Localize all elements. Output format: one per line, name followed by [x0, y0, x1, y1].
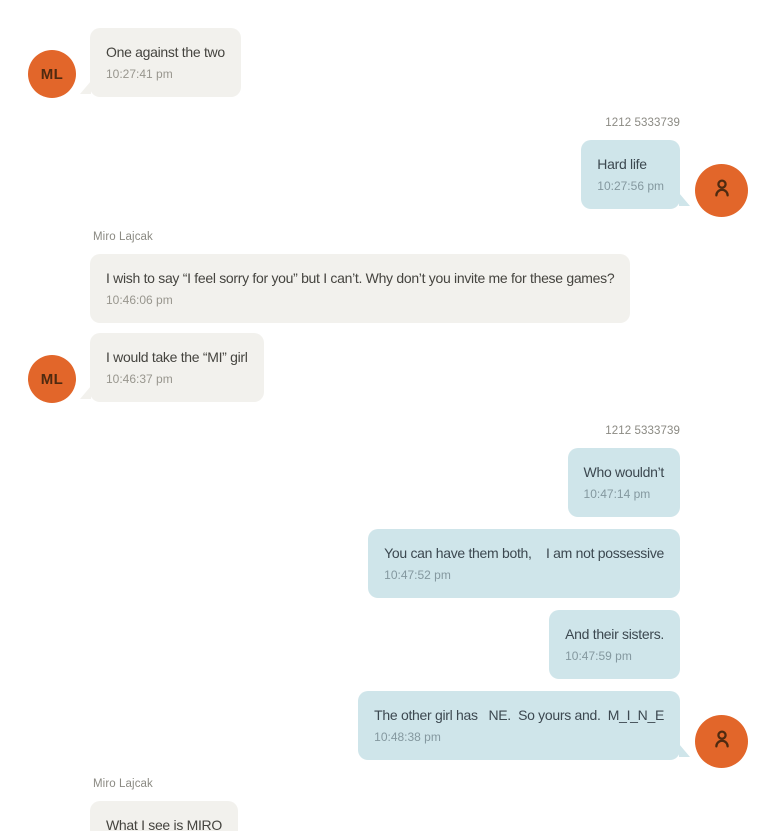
message-bubble	[90, 28, 241, 97]
message-bubble	[90, 254, 630, 323]
avatar[interactable]	[28, 355, 76, 403]
message-bubble	[90, 333, 264, 402]
avatar-initials: ML	[40, 65, 64, 83]
message-group	[0, 778, 760, 831]
avatar[interactable]	[695, 715, 748, 768]
message-text: You can have them both, I am not possessive	[384, 545, 664, 561]
message-bubble	[549, 610, 680, 679]
message-group	[0, 28, 760, 97]
message-group	[0, 425, 760, 760]
message-bubble	[90, 801, 238, 831]
message-group	[0, 117, 760, 209]
message-text: What I see is MIRO	[106, 817, 222, 831]
sender-name-label: Miro Lajcak	[93, 231, 153, 243]
message-bubble	[568, 448, 680, 517]
person-icon	[709, 726, 735, 757]
message-timestamp: 10:48:38 pm	[374, 730, 441, 744]
message-bubble	[581, 140, 680, 209]
message-bubble	[368, 529, 680, 598]
message-text: Who wouldn’t	[583, 464, 664, 480]
message-timestamp: 10:47:52 pm	[384, 568, 451, 582]
message-timestamp: 10:47:59 pm	[565, 649, 632, 663]
message-timestamp: 10:27:41 pm	[106, 67, 173, 81]
avatar[interactable]	[695, 164, 748, 217]
sender-name-label: Miro Lajcak	[93, 778, 153, 790]
person-icon	[709, 175, 735, 206]
avatar[interactable]	[28, 50, 76, 98]
sender-name-label: 1212 5333739	[605, 425, 680, 437]
message-text: Hard life	[597, 156, 647, 172]
message-group	[0, 231, 760, 402]
message-timestamp: 10:27:56 pm	[597, 179, 664, 193]
message-text: I wish to say “I feel sorry for you” but I can’t. Why don’t you invite me for these games?	[106, 270, 615, 286]
message-text: And their sisters.	[565, 626, 664, 642]
sender-name-label: 1212 5333739	[605, 117, 680, 129]
avatar-initials: ML	[40, 370, 64, 388]
message-text: One against the two	[106, 44, 225, 60]
message-timestamp: 10:46:06 pm	[106, 293, 173, 307]
message-timestamp: 10:46:37 pm	[106, 372, 173, 386]
message-text: I would take the “MI” girl	[106, 349, 248, 365]
message-timestamp: 10:47:14 pm	[583, 487, 651, 501]
message-text: The other girl has NE. So yours and. M_I_N_E	[374, 707, 664, 723]
message-bubble	[358, 691, 680, 760]
